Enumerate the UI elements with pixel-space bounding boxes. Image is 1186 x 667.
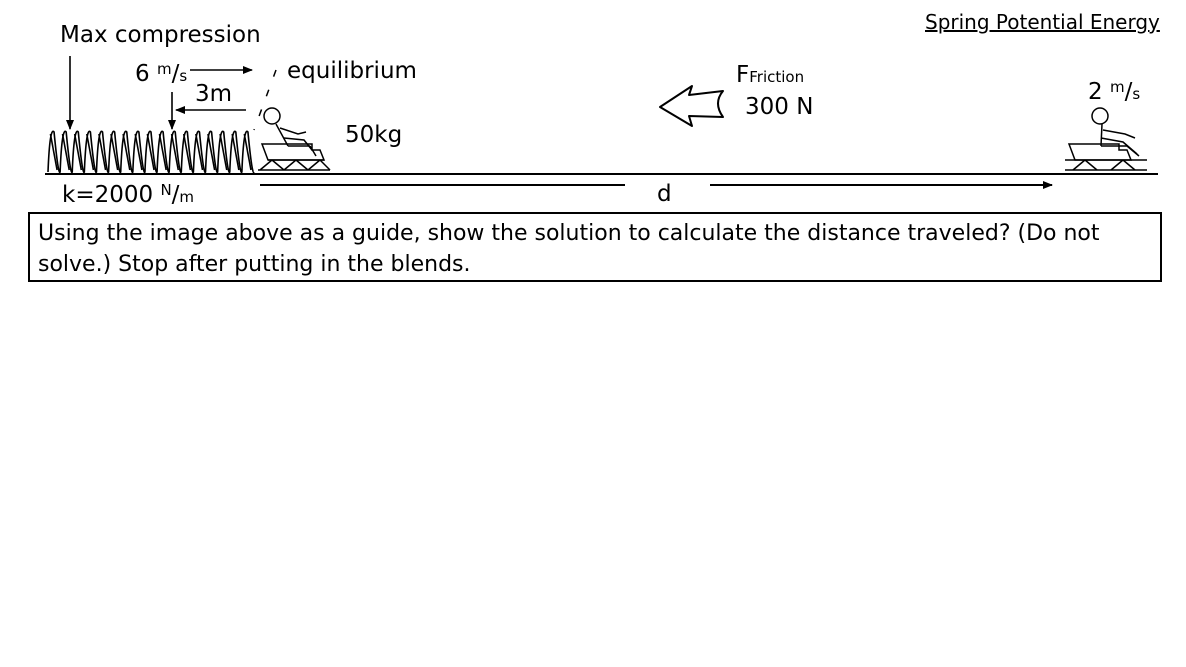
mass-label: 50kg [345, 122, 403, 148]
page-title: Spring Potential Energy [925, 10, 1160, 34]
friction-subscript: Friction [749, 68, 805, 86]
spring-icon [48, 131, 254, 172]
compression-distance-label: 3m [195, 81, 233, 107]
spring-constant-unit-numerator: N [160, 181, 172, 199]
final-velocity-value: 2 [1088, 79, 1103, 105]
initial-velocity-label: 6 $^m$/s [135, 60, 188, 87]
velocity-value: 6 [135, 61, 150, 87]
velocity-unit-numerator: m [156, 60, 172, 78]
sled-rider-icon [258, 108, 330, 170]
friction-symbol: F [736, 62, 750, 88]
final-velocity-unit-denominator: s [1132, 85, 1141, 103]
question-box: Using the image above as a guide, show the solution to calculate the distance traveled? (Do not solve.) Stop after putting in the blends. [28, 212, 1162, 282]
distance-label: d [657, 181, 672, 207]
spring-constant-value: k=2000 [62, 182, 154, 208]
equilibrium-label: equilibrium [287, 58, 417, 84]
final-velocity-unit-numerator: m [1109, 78, 1125, 96]
final-velocity-label: 2 $^m$/s [1088, 78, 1141, 105]
velocity-unit-denominator: s [179, 67, 188, 85]
friction-value-label: 300 N [745, 94, 814, 120]
max-compression-label: Max compression [60, 22, 261, 48]
spring-constant-unit-denominator: m [179, 188, 195, 206]
sled-rider-right-icon [1065, 108, 1147, 170]
spring-constant-label: k=2000 $^N$/m [62, 181, 195, 208]
friction-arrow-icon [660, 86, 723, 126]
